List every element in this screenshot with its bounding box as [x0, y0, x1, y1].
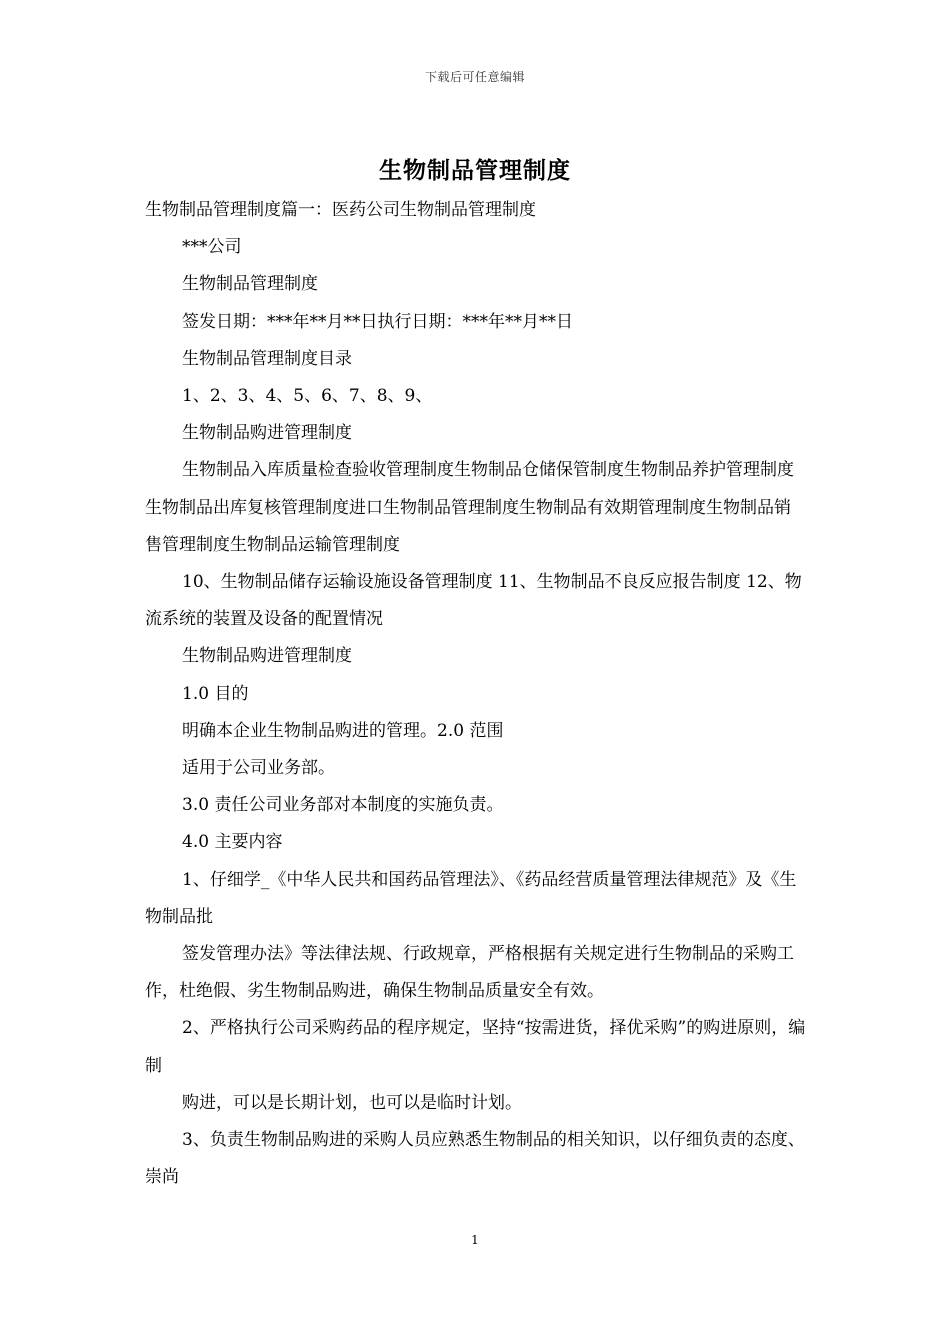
paragraph: 1.0 目的: [182, 683, 249, 704]
paragraph: 10、生物制品储存运输设施设备管理制度 11、生物制品不良反应报告制度 12、物流系统的装置及设备的配置情况: [145, 572, 802, 630]
paragraph: 购进，可以是长期计划，也可以是临时计划。: [182, 1092, 522, 1113]
paragraph: 生物制品入库质量检查验收管理制度生物制品仓储保管制度生物制品养护管理制度生物制品出库复核管理制度进口生物制品管理制度生物制品有效期管理制度生物制品销售管理制度生物制品运输管理制度: [145, 460, 794, 555]
paragraph: 生物制品管理制度目录: [182, 348, 352, 369]
paragraph: 生物制品管理制度: [182, 274, 318, 295]
paragraph: 适用于公司业务部。: [182, 758, 335, 779]
document-body: [145, 192, 807, 1196]
page-number: 1: [471, 1233, 479, 1247]
paragraph: 生物制品购进管理制度: [182, 423, 352, 444]
header-note: 下载后可任意编辑: [424, 70, 525, 84]
paragraph: 3.0 责任公司业务部对本制度的实施负责。: [182, 795, 504, 816]
paragraph: 签发管理办法》等法律法规、行政规章，严格根据有关规定进行生物制品的采购工作，杜绝假、劣生物制品购进，确保生物制品质量安全有效。: [145, 944, 794, 1002]
paragraph: ***公司: [182, 237, 242, 258]
paragraph: 签发日期：***年**月**日执行日期：***年**月**日: [182, 311, 573, 332]
paragraph: 明确本企业生物制品购进的管理。2.0 范围: [182, 720, 504, 741]
paragraph: 1、2、3、4、5、6、7、8、9、: [182, 386, 433, 407]
paragraph: 2、严格执行公司采购药品的程序规定，坚持“按需进货，择优采购”的购进原则，编制: [145, 1018, 806, 1076]
paragraph: 4.0 主要内容: [182, 832, 283, 853]
paragraph: 生物制品购进管理制度: [182, 646, 352, 667]
paragraph: 生物制品管理制度篇一：医药公司生物制品管理制度: [145, 200, 536, 220]
document-title: 生物制品管理制度: [379, 158, 571, 184]
paragraph: 1、仔细学_《中华人民共和国药品管理法》、《药品经营质量管理法律规范》及《生物制品批: [145, 869, 797, 927]
paragraph: 3、负责生物制品购进的采购人员应熟悉生物制品的相关知识，以仔细负责的态度、崇尚: [145, 1130, 805, 1188]
